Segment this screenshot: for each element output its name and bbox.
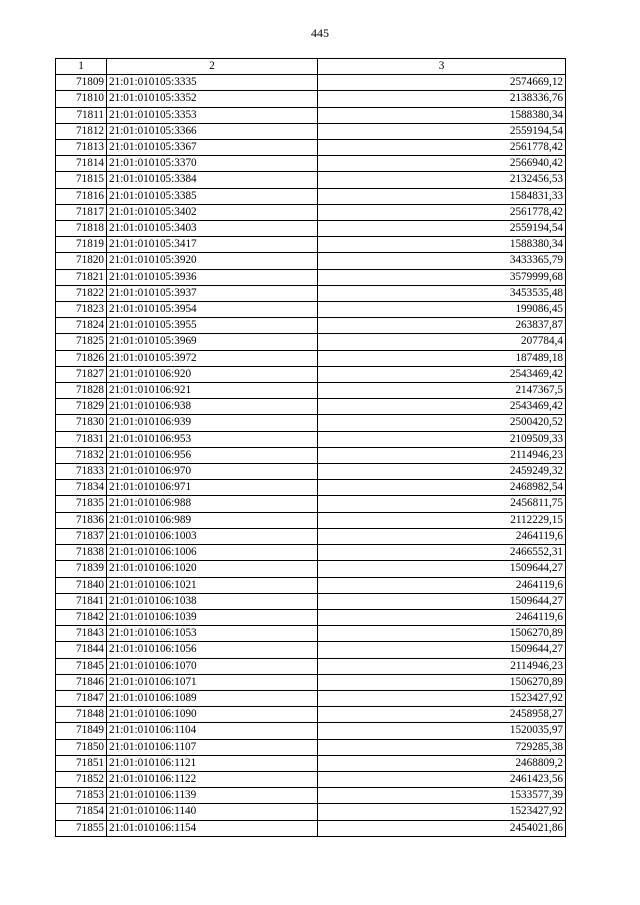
cadastral-number-cell: 21:01:010106:971 bbox=[107, 480, 318, 496]
cadastral-number-cell: 21:01:010106:970 bbox=[107, 464, 318, 480]
table-row bbox=[56, 204, 566, 220]
value-cell: 2464119,6 bbox=[318, 528, 566, 544]
cadastral-number-cell: 21:01:010105:3385 bbox=[107, 188, 318, 204]
cadastral-number-cell: 21:01:010106:1003 bbox=[107, 528, 318, 544]
cadastral-number-cell: 21:01:010106:1139 bbox=[107, 788, 318, 804]
value-cell: 2458958,27 bbox=[318, 707, 566, 723]
cadastral-number-cell: 21:01:010106:1090 bbox=[107, 707, 318, 723]
row-number-cell: 71837 bbox=[56, 528, 107, 544]
table-row bbox=[56, 609, 566, 625]
table-row bbox=[56, 723, 566, 739]
table-row bbox=[56, 221, 566, 237]
row-number-cell: 71829 bbox=[56, 399, 107, 415]
row-number-cell: 71839 bbox=[56, 561, 107, 577]
row-number-cell: 71812 bbox=[56, 123, 107, 139]
cadastral-number-cell: 21:01:010106:1039 bbox=[107, 609, 318, 625]
value-cell: 2561778,42 bbox=[318, 204, 566, 220]
value-cell: 1509644,27 bbox=[318, 642, 566, 658]
table-row bbox=[56, 269, 566, 285]
row-number-cell: 71833 bbox=[56, 464, 107, 480]
row-number-cell: 71826 bbox=[56, 350, 107, 366]
value-cell: 2559194,54 bbox=[318, 221, 566, 237]
row-number-cell: 71815 bbox=[56, 172, 107, 188]
table-row bbox=[56, 383, 566, 399]
value-cell: 2456811,75 bbox=[318, 496, 566, 512]
value-cell: 187489,18 bbox=[318, 350, 566, 366]
row-number-cell: 71842 bbox=[56, 609, 107, 625]
table-row bbox=[56, 75, 566, 91]
table-row bbox=[56, 415, 566, 431]
page-number: 445 bbox=[311, 26, 329, 40]
row-number-cell: 71855 bbox=[56, 820, 107, 836]
row-number-cell: 71841 bbox=[56, 593, 107, 609]
table-row bbox=[56, 545, 566, 561]
value-cell: 1523427,92 bbox=[318, 690, 566, 706]
row-number-cell: 71851 bbox=[56, 755, 107, 771]
table-row bbox=[56, 561, 566, 577]
value-cell: 2454021,86 bbox=[318, 820, 566, 836]
table-row bbox=[56, 642, 566, 658]
row-number-cell: 71823 bbox=[56, 302, 107, 318]
cadastral-number-cell: 21:01:010106:1021 bbox=[107, 577, 318, 593]
row-number-cell: 71835 bbox=[56, 496, 107, 512]
data-table bbox=[55, 58, 566, 837]
table-row bbox=[56, 496, 566, 512]
row-number-cell: 71818 bbox=[56, 221, 107, 237]
table-row bbox=[56, 658, 566, 674]
value-cell: 1523427,92 bbox=[318, 804, 566, 820]
table-row bbox=[56, 172, 566, 188]
row-number-cell: 71820 bbox=[56, 253, 107, 269]
column-header-3: 3 bbox=[318, 59, 566, 75]
table-row bbox=[56, 626, 566, 642]
cadastral-number-cell: 21:01:010106:921 bbox=[107, 383, 318, 399]
value-cell: 263837,87 bbox=[318, 318, 566, 334]
value-cell: 1520035,97 bbox=[318, 723, 566, 739]
value-cell: 2566940,42 bbox=[318, 156, 566, 172]
cadastral-number-cell: 21:01:010105:3920 bbox=[107, 253, 318, 269]
cadastral-number-cell: 21:01:010105:3370 bbox=[107, 156, 318, 172]
cadastral-number-cell: 21:01:010105:3417 bbox=[107, 237, 318, 253]
row-number-cell: 71834 bbox=[56, 480, 107, 496]
table-body bbox=[56, 75, 566, 837]
value-cell: 2468982,54 bbox=[318, 480, 566, 496]
cadastral-number-cell: 21:01:010105:3936 bbox=[107, 269, 318, 285]
cadastral-number-cell: 21:01:010106:1056 bbox=[107, 642, 318, 658]
row-number-cell: 71810 bbox=[56, 91, 107, 107]
cadastral-number-cell: 21:01:010106:1038 bbox=[107, 593, 318, 609]
value-cell: 2543469,42 bbox=[318, 366, 566, 382]
cadastral-number-cell: 21:01:010106:1122 bbox=[107, 771, 318, 787]
table-row bbox=[56, 237, 566, 253]
value-cell: 3453535,48 bbox=[318, 285, 566, 301]
row-number-cell: 71854 bbox=[56, 804, 107, 820]
row-number-cell: 71843 bbox=[56, 626, 107, 642]
row-number-cell: 71846 bbox=[56, 674, 107, 690]
cadastral-number-cell: 21:01:010106:1070 bbox=[107, 658, 318, 674]
row-number-cell: 71852 bbox=[56, 771, 107, 787]
row-number-cell: 71827 bbox=[56, 366, 107, 382]
cadastral-number-cell: 21:01:010106:920 bbox=[107, 366, 318, 382]
table-row bbox=[56, 593, 566, 609]
cadastral-number-cell: 21:01:010106:1140 bbox=[107, 804, 318, 820]
table-row bbox=[56, 156, 566, 172]
cadastral-number-cell: 21:01:010106:1089 bbox=[107, 690, 318, 706]
cadastral-number-cell: 21:01:010106:939 bbox=[107, 415, 318, 431]
row-number-cell: 71832 bbox=[56, 447, 107, 463]
cadastral-number-cell: 21:01:010106:1107 bbox=[107, 739, 318, 755]
table-row bbox=[56, 739, 566, 755]
table-row bbox=[56, 91, 566, 107]
value-cell: 2543469,42 bbox=[318, 399, 566, 415]
row-number-cell: 71844 bbox=[56, 642, 107, 658]
value-cell: 2466552,31 bbox=[318, 545, 566, 561]
value-cell: 1506270,89 bbox=[318, 674, 566, 690]
value-cell: 2138336,76 bbox=[318, 91, 566, 107]
table-row bbox=[56, 804, 566, 820]
value-cell: 729285,38 bbox=[318, 739, 566, 755]
row-number-cell: 71845 bbox=[56, 658, 107, 674]
cadastral-number-cell: 21:01:010105:3353 bbox=[107, 107, 318, 123]
value-cell: 2132456,53 bbox=[318, 172, 566, 188]
row-number-cell: 71816 bbox=[56, 188, 107, 204]
cadastral-number-cell: 21:01:010105:3972 bbox=[107, 350, 318, 366]
value-cell: 2114946,23 bbox=[318, 447, 566, 463]
row-number-cell: 71809 bbox=[56, 75, 107, 91]
value-cell: 2464119,6 bbox=[318, 577, 566, 593]
value-cell: 2574669,12 bbox=[318, 75, 566, 91]
row-number-cell: 71830 bbox=[56, 415, 107, 431]
row-number-cell: 71822 bbox=[56, 285, 107, 301]
table-row bbox=[56, 788, 566, 804]
cadastral-number-cell: 21:01:010105:3366 bbox=[107, 123, 318, 139]
table-row bbox=[56, 302, 566, 318]
cadastral-number-cell: 21:01:010106:988 bbox=[107, 496, 318, 512]
table-row bbox=[56, 707, 566, 723]
cadastral-number-cell: 21:01:010105:3969 bbox=[107, 334, 318, 350]
value-cell: 1588380,34 bbox=[318, 107, 566, 123]
cadastral-number-cell: 21:01:010106:1121 bbox=[107, 755, 318, 771]
table-row bbox=[56, 399, 566, 415]
table-row bbox=[56, 107, 566, 123]
value-cell: 2459249,32 bbox=[318, 464, 566, 480]
value-cell: 1584831,33 bbox=[318, 188, 566, 204]
table-row bbox=[56, 690, 566, 706]
table-row bbox=[56, 447, 566, 463]
row-number-cell: 71847 bbox=[56, 690, 107, 706]
table-row bbox=[56, 366, 566, 382]
table-row bbox=[56, 253, 566, 269]
column-header-1: 1 bbox=[56, 59, 107, 75]
value-cell: 207784,4 bbox=[318, 334, 566, 350]
cadastral-number-cell: 21:01:010105:3402 bbox=[107, 204, 318, 220]
cadastral-number-cell: 21:01:010105:3367 bbox=[107, 140, 318, 156]
table-row bbox=[56, 350, 566, 366]
row-number-cell: 71814 bbox=[56, 156, 107, 172]
row-number-cell: 71850 bbox=[56, 739, 107, 755]
row-number-cell: 71838 bbox=[56, 545, 107, 561]
table-row bbox=[56, 285, 566, 301]
row-number-cell: 71821 bbox=[56, 269, 107, 285]
cadastral-number-cell: 21:01:010106:1006 bbox=[107, 545, 318, 561]
cadastral-number-cell: 21:01:010105:3954 bbox=[107, 302, 318, 318]
table-header-row bbox=[56, 59, 566, 75]
value-cell: 3579999,68 bbox=[318, 269, 566, 285]
cadastral-number-cell: 21:01:010105:3937 bbox=[107, 285, 318, 301]
row-number-cell: 71825 bbox=[56, 334, 107, 350]
value-cell: 2461423,56 bbox=[318, 771, 566, 787]
value-cell: 1588380,34 bbox=[318, 237, 566, 253]
row-number-cell: 71840 bbox=[56, 577, 107, 593]
value-cell: 2561778,42 bbox=[318, 140, 566, 156]
value-cell: 2559194,54 bbox=[318, 123, 566, 139]
value-cell: 1533577,39 bbox=[318, 788, 566, 804]
table-row bbox=[56, 771, 566, 787]
cadastral-number-cell: 21:01:010106:953 bbox=[107, 431, 318, 447]
table-row bbox=[56, 820, 566, 836]
row-number-cell: 71849 bbox=[56, 723, 107, 739]
value-cell: 1509644,27 bbox=[318, 593, 566, 609]
value-cell: 1506270,89 bbox=[318, 626, 566, 642]
table-row bbox=[56, 188, 566, 204]
row-number-cell: 71831 bbox=[56, 431, 107, 447]
row-number-cell: 71836 bbox=[56, 512, 107, 528]
value-cell: 2464119,6 bbox=[318, 609, 566, 625]
table-row bbox=[56, 480, 566, 496]
table-row bbox=[56, 318, 566, 334]
value-cell: 2114946,23 bbox=[318, 658, 566, 674]
row-number-cell: 71811 bbox=[56, 107, 107, 123]
cadastral-number-cell: 21:01:010106:1053 bbox=[107, 626, 318, 642]
cadastral-number-cell: 21:01:010105:3403 bbox=[107, 221, 318, 237]
row-number-cell: 71848 bbox=[56, 707, 107, 723]
cadastral-number-cell: 21:01:010105:3352 bbox=[107, 91, 318, 107]
cadastral-number-cell: 21:01:010105:3955 bbox=[107, 318, 318, 334]
table-row bbox=[56, 577, 566, 593]
table-row bbox=[56, 431, 566, 447]
value-cell: 199086,45 bbox=[318, 302, 566, 318]
table-row bbox=[56, 123, 566, 139]
row-number-cell: 71828 bbox=[56, 383, 107, 399]
value-cell: 2112229,15 bbox=[318, 512, 566, 528]
value-cell: 3433365,79 bbox=[318, 253, 566, 269]
value-cell: 1509644,27 bbox=[318, 561, 566, 577]
table-row bbox=[56, 528, 566, 544]
table-row bbox=[56, 512, 566, 528]
table-row bbox=[56, 464, 566, 480]
cadastral-number-cell: 21:01:010106:956 bbox=[107, 447, 318, 463]
value-cell: 2147367,5 bbox=[318, 383, 566, 399]
value-cell: 2109509,33 bbox=[318, 431, 566, 447]
table-row bbox=[56, 755, 566, 771]
value-cell: 2468809,2 bbox=[318, 755, 566, 771]
cadastral-number-cell: 21:01:010106:938 bbox=[107, 399, 318, 415]
cadastral-number-cell: 21:01:010106:1154 bbox=[107, 820, 318, 836]
cadastral-number-cell: 21:01:010106:989 bbox=[107, 512, 318, 528]
table-row bbox=[56, 140, 566, 156]
value-cell: 2500420,52 bbox=[318, 415, 566, 431]
cadastral-number-cell: 21:01:010106:1020 bbox=[107, 561, 318, 577]
row-number-cell: 71819 bbox=[56, 237, 107, 253]
row-number-cell: 71853 bbox=[56, 788, 107, 804]
row-number-cell: 71817 bbox=[56, 204, 107, 220]
cadastral-number-cell: 21:01:010106:1104 bbox=[107, 723, 318, 739]
cadastral-number-cell: 21:01:010105:3335 bbox=[107, 75, 318, 91]
cadastral-number-cell: 21:01:010106:1071 bbox=[107, 674, 318, 690]
row-number-cell: 71813 bbox=[56, 140, 107, 156]
cadastral-number-cell: 21:01:010105:3384 bbox=[107, 172, 318, 188]
table-row bbox=[56, 334, 566, 350]
table-row bbox=[56, 674, 566, 690]
row-number-cell: 71824 bbox=[56, 318, 107, 334]
column-header-2: 2 bbox=[107, 59, 318, 75]
